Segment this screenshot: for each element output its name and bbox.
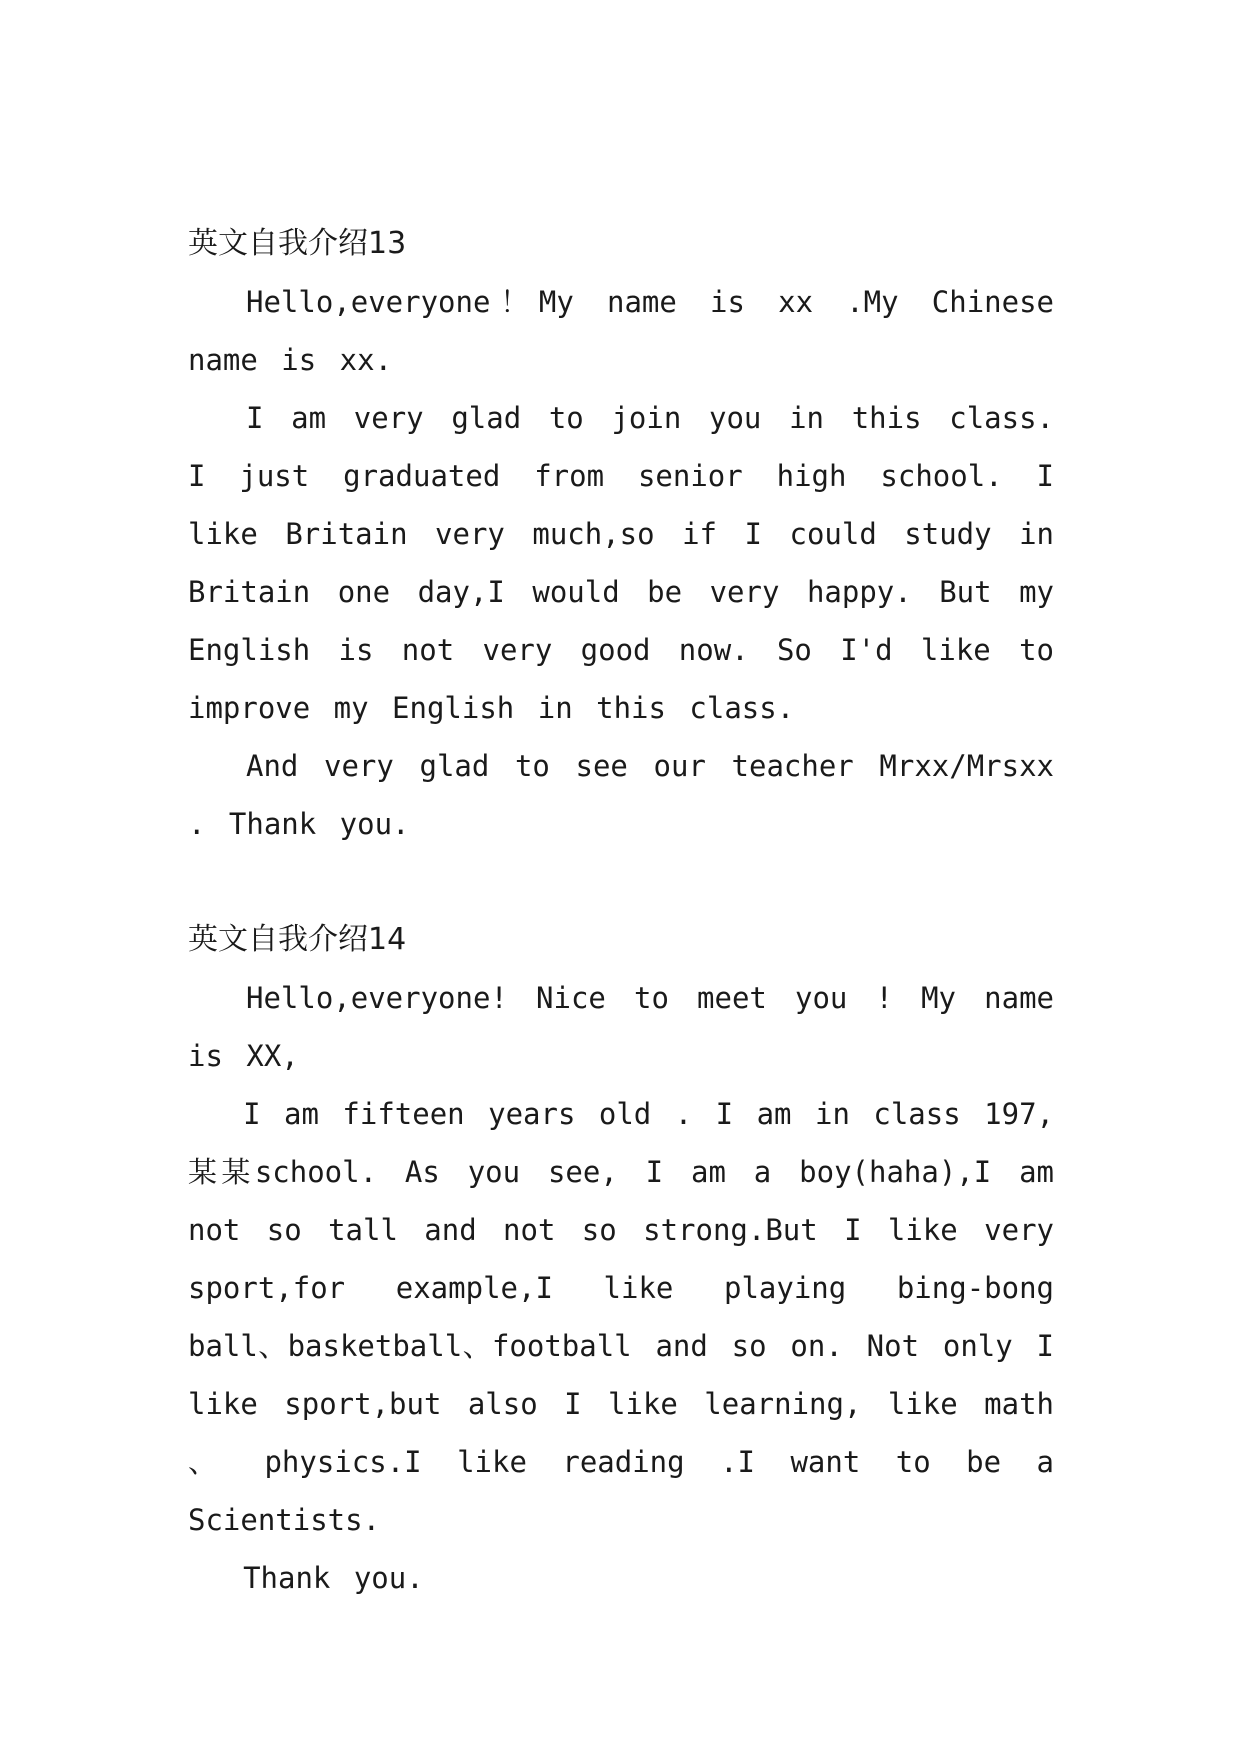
section-heading: 英文自我介绍13: [188, 226, 407, 261]
section-14: [188, 911, 1054, 1607]
document-page: [188, 215, 1054, 1607]
paragraph: I am very glad to join you in this class. I just graduated from senior high school. I like Britain very much,so if I could study in Britain one day,I would be very happy. But my English is not very good now. So I'd like to improve my English in this class.: [188, 401, 1054, 725]
section-heading: 英文自我介绍14: [188, 922, 407, 957]
paragraph: Hello,everyone! Nice to meet you ! My name is XX,: [188, 981, 1054, 1073]
section-13: [188, 215, 1054, 853]
paragraph: Thank you.: [243, 1561, 424, 1595]
paragraph: I am fifteen years old . I am in class 197,某某school. As you see, I am a boy(haha),I am not so tall and not so strong.But I like very sport,for example,I like playing bing-bong ball、basketball、football and so on. Not only I like sport,but also I like learning, like math 、 physics.I like reading .I want to be a Scientists.: [188, 1097, 1054, 1537]
paragraph: And very glad to see our teacher Mrxx/Mrsxx . Thank you.: [188, 749, 1054, 841]
paragraph: Hello,everyone！My name is xx .My Chinese name is xx.: [188, 285, 1054, 377]
